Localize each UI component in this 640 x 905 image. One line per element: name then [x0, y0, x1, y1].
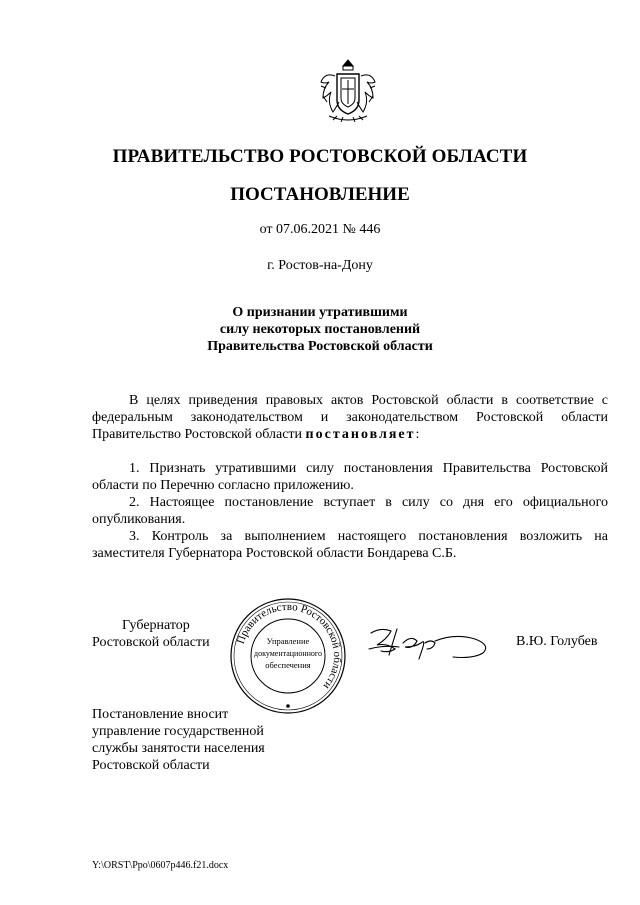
- signatory-title: [92, 617, 232, 651]
- contributor-line: управление государственной: [92, 724, 264, 739]
- document-heading: [0, 304, 640, 355]
- item-paragraph: 2. Настоящее постановление вступает в силу со дня его официального опубликования.: [92, 495, 608, 527]
- coat-of-arms-icon: [315, 56, 381, 126]
- signatory-title-line: Губернатор: [122, 618, 190, 633]
- document-date-number: от 07.06.2021 № 446: [259, 222, 381, 237]
- signatory-title-line: Ростовской области: [92, 635, 210, 650]
- contributor-line: службы занятости населения: [92, 741, 265, 756]
- intro-paragraph: [92, 392, 608, 443]
- heading-line: О признании утратившими: [232, 305, 408, 320]
- intro-text: В целях приведения правовых актов Ростовской области в соответствие с федеральным законодательством и законодательством Ростовской области Правительство Ростовской области: [92, 393, 608, 442]
- contributor-line: Постановление вносит: [92, 707, 229, 722]
- contributor-note: [92, 706, 312, 774]
- document-type: ПОСТАНОВЛЕНИЕ: [230, 184, 410, 205]
- document-city: г. Ростов-на-Дону: [267, 258, 373, 273]
- stamp-center-line: Управление: [266, 636, 310, 646]
- contributor-line: Ростовской области: [92, 758, 210, 773]
- stamp-center-line: документационного: [254, 649, 322, 658]
- intro-end: :: [415, 427, 420, 442]
- official-stamp: [228, 596, 348, 716]
- item-paragraph: 3. Контроль за выполнением настоящего постановления возложить на заместителя Губернатора Ростовской области Бондарева С.Б.: [92, 529, 608, 561]
- item-paragraph: 1. Признать утратившими силу постановления Правительства Ростовской области по Перечню согласно приложению.: [92, 461, 608, 493]
- file-path: Y:\ORST\Ppo\0607p446.f21.docx: [92, 860, 229, 871]
- stamp-center-line: обеспечения: [265, 660, 311, 670]
- organization-title: ПРАВИТЕЛЬСТВО РОСТОВСКОЙ ОБЛАСТИ: [112, 146, 528, 167]
- signatory-name: В.Ю. Голубев: [516, 634, 598, 649]
- stamp-ring-text: Правительство Ростовской области: [234, 600, 344, 692]
- heading-line: силу некоторых постановлений: [219, 322, 421, 337]
- handwritten-signature: [363, 621, 498, 667]
- intro-verb: постановляет: [305, 427, 416, 442]
- heading-line: Правительства Ростовской области: [207, 339, 433, 354]
